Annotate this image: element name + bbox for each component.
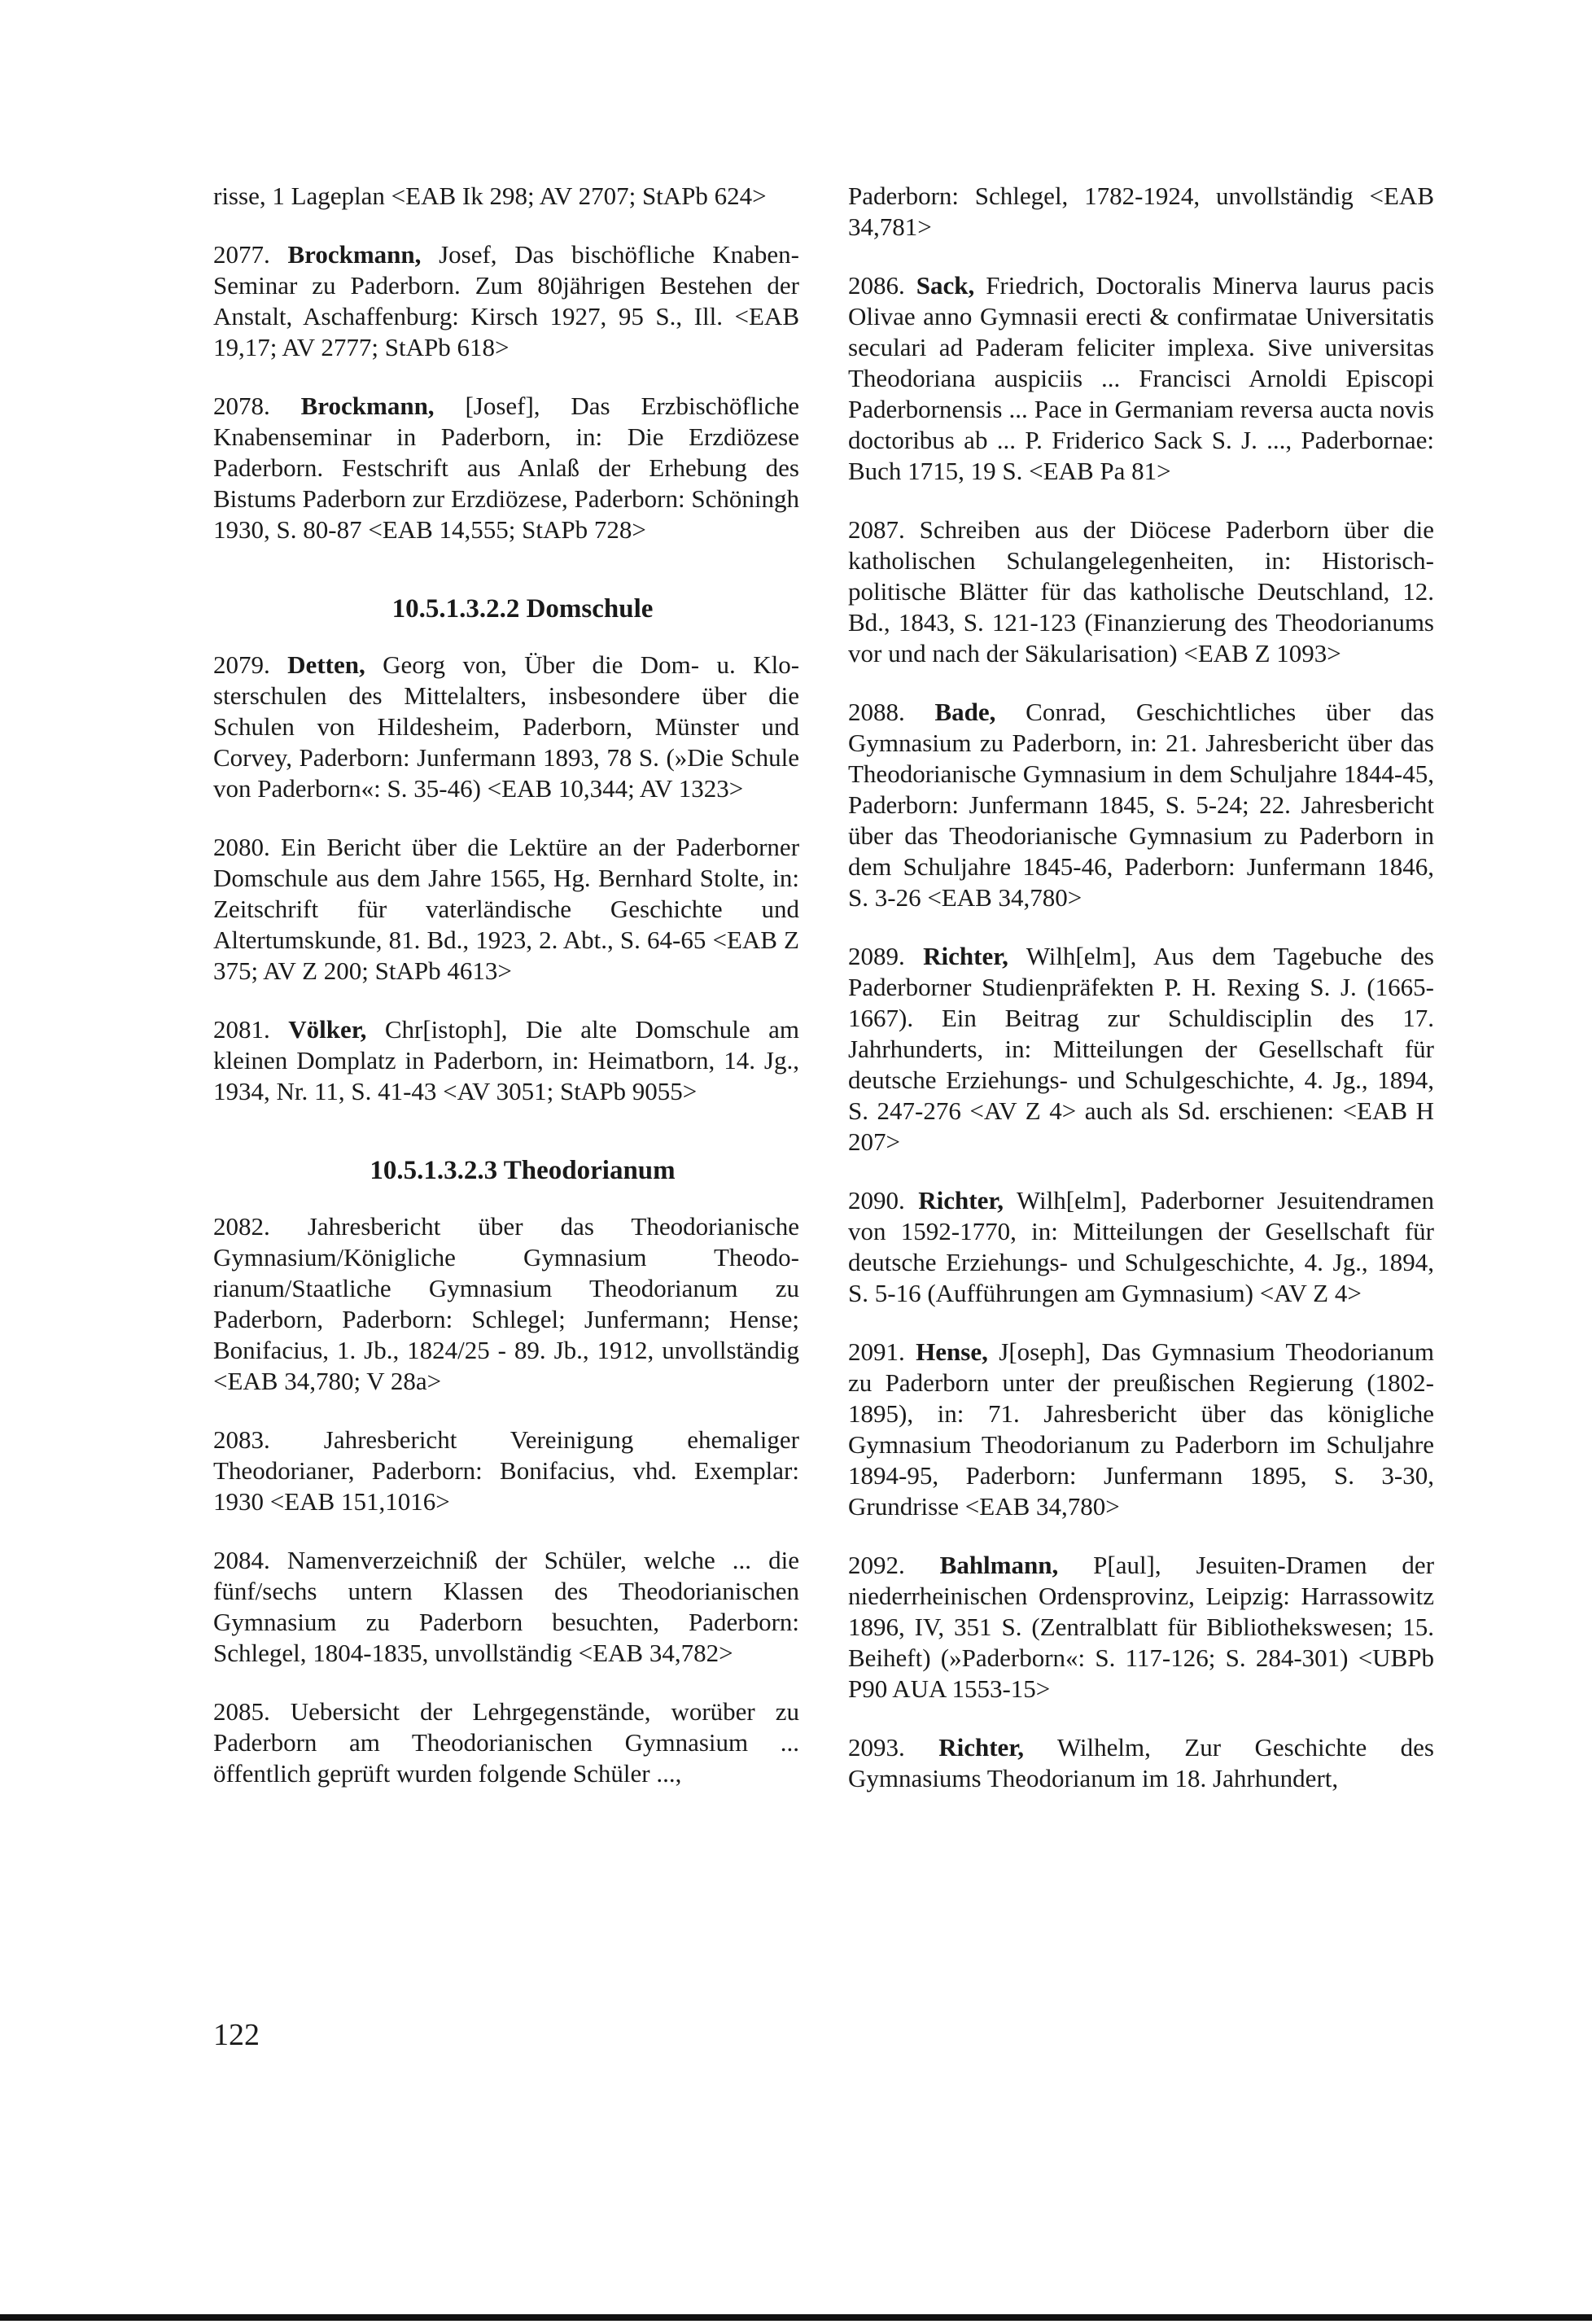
entry-author: Richter, [938, 1733, 1024, 1762]
entry-number: 2092. [848, 1551, 905, 1579]
entry-text: Conrad, Geschichtliches über das Gymnasium zu Paderborn, in: 21. Jahresbericht über das Theodorianische Gymnasium in dem Schuljahre 1844-45, Paderborn: Junfermann 1845, S. 5-24; 22. Jahresbericht über das Theodorianische Gymnasium zu Paderborn in dem Schuljahre 1845-46, Paderborn: Junfermann 1846, S. 3-26 <EAB 34,780> [848, 698, 1435, 912]
entry-number: 2078. [213, 392, 270, 420]
entry-text: Josef, Das bischöfliche Knaben-Seminar zu Paderborn. Zum 80jährigen Bestehen der Anstalt, Aschaffenburg: Kirsch 1927, 95 S., Ill. <EAB 19,17; AV 2777; StAPb 618> [213, 240, 800, 361]
entry-author: Hense, [916, 1337, 988, 1366]
entry-number: 2085. [213, 1697, 270, 1726]
bibliography-entry [213, 650, 799, 804]
bibliography-entry [848, 181, 1434, 243]
entry-author: Bade, [934, 698, 996, 726]
entry-author: Sack, [916, 271, 975, 300]
entry-text: Ein Bericht über die Lektüre an der Paderborner Domschule aus dem Jahre 1565, Hg. Bernhard Stolte, in: Zeitschrift für vaterländische Geschichte und Altertumskunde, 81. Bd., 1923, 2. Abt., S. 64-65 <EAB Z 375; AV Z 200; StAPb 4613> [213, 833, 800, 985]
entry-number: 2087. [848, 515, 905, 544]
entry-author: Richter, [918, 1186, 1004, 1215]
right-column [848, 181, 1434, 1822]
bibliography-entry [848, 941, 1434, 1158]
bibliography-entry [213, 391, 799, 545]
bibliography-entry [848, 1550, 1434, 1705]
entry-number: 2090. [848, 1186, 905, 1215]
bibliography-entry [848, 1185, 1434, 1309]
page-number: 122 [213, 2018, 260, 2052]
entry-author: Detten, [287, 650, 365, 679]
entry-number: 2093. [848, 1733, 905, 1762]
entry-text: Schreiben aus der Diöcese Paderborn über die katholischen Schulangelegenheiten, in: Historisch-politische Blätter für das katholische Deutschland, 12. Bd., 1843, S. 121-123 (Finanzierung des Theodorianums vor und nach der Säkularisation) <EAB Z 1093> [848, 515, 1435, 667]
entry-text: P[aul], Jesuiten-Dramen der niederrheinischen Ordensprovinz, Leipzig: Harrassowitz 1896, IV, 351 S. (Zentralblatt für Bibliothekswesen; 15. Beiheft) (»Paderborn«: S. 117-126; S. 284-301) <UBPb P90 AUA 1553-15> [848, 1551, 1435, 1703]
entry-number: 2083. [213, 1425, 270, 1454]
entry-number: 2091. [848, 1337, 905, 1366]
entry-text: Wilh[elm], Aus dem Tagebuche des Paderborner Studienpräfekten P. H. Rexing S. J. (1665-1667). Ein Beitrag zur Schuldisciplin des 17. Jahrhunderts, in: Mitteilungen der Gesellschaft für deutsche Erziehungs- und Schulgeschichte, 4. Jg., 1894, S. 247-276 <AV Z 4> auch als Sd. erschienen: <EAB H 207> [848, 942, 1434, 1156]
entry-text: J[oseph], Das Gymnasium Theodorianum zu Paderborn unter der preußischen Regierung (1802-1895), in: 71. Jahresbericht über das königliche Gymnasium Theodorianum zu Paderborn im Schuljahre 1894-95, Paderborn: Junfermann 1895, S. 3-30, Grundrisse <EAB 34,780> [848, 1337, 1435, 1521]
entry-number: 2081. [213, 1015, 270, 1044]
bottom-rule [0, 2314, 1592, 2321]
entry-number: 2082. [213, 1212, 270, 1241]
entry-number: 2077. [213, 240, 270, 269]
bibliography-entry [848, 1732, 1434, 1794]
entry-text: Friedrich, Doctoralis Minerva laurus pacis Olivae anno Gymnasii erecti & confirmatae Universitatis seculari ad Paderam feliciter implexa. Sive universitas Theodoriana auspiciis ... Francisci Arnoldi Episcopi Paderbornensis ... Pace in Germaniam reversa aucta novis doctoribus ab ... P. Friderico Sack S. J. ..., Paderbornae: Buch 1715, 19 S. <EAB Pa 81> [848, 271, 1435, 485]
entry-text: Wilh[elm], Paderborner Jesuitendramen von 1592-1770, in: Mitteilungen der Gesellschaft für deutsche Erziehungs- und Schulgeschichte, 4. Jg., 1894, S. 5-16 (Aufführungen am Gymnasium) <AV Z 4> [848, 1186, 1434, 1307]
section-heading: 10.5.1.3.2.3 Theodorianum [370, 1156, 676, 1185]
bibliography-entry [213, 181, 799, 212]
entry-author: Richter, [923, 942, 1008, 970]
entry-text: Georg von, Über die Dom- u. Klosterschulen des Mittelalters, insbesondere über die Schulen von Hildesheim, Paderborn, Münster und Corvey, Paderborn: Junfermann 1893, 78 S. (»Die Schule von Paderborn«: S. 35-46) <EAB 10,344; AV 1323> [213, 650, 800, 803]
entry-author: Bahlmann, [939, 1551, 1059, 1579]
bibliography-entry [213, 239, 799, 363]
entry-author: Brockmann, [287, 240, 422, 269]
bibliography-entry [213, 1696, 799, 1789]
entry-text: Wilhelm, Zur Geschichte des Gymnasiums Theodorianum im 18. Jahrhundert, [848, 1733, 1434, 1792]
entry-text: Chr[istoph], Die alte Domschule am kleinen Domplatz in Paderborn, in: Heimatborn, 14. Jg., 1934, Nr. 11, S. 41-43 <AV 3051; StAPb 9055> [213, 1015, 799, 1105]
entry-number: 2089. [848, 942, 905, 970]
section-heading: 10.5.1.3.2.2 Domschule [391, 594, 654, 624]
entry-number: 2086. [848, 271, 905, 300]
entry-text: Jahresbericht über das Theodorianische Gymnasium/Königliche Gymnasium Theodorianum/Staatliche Gymnasium Theodorianum zu Paderborn, Paderborn: Schlegel; Junfermann; Hense; Bonifacius, 1. Jb., 1824/25 - 89. Jb., 1912, unvollständig <EAB 34,780; V 28a> [213, 1212, 800, 1395]
bibliography-entry [213, 832, 799, 987]
bibliography-entry [848, 270, 1434, 487]
entry-text: Uebersicht der Lehrgegenstände, worüber zu Paderborn am Theodorianischen Gymnasium ... öffentlich geprüft wurden folgende Schüler ..., [213, 1697, 799, 1788]
entry-number: 2084. [213, 1546, 270, 1574]
entry-text: [Josef], Das Erzbischöfliche Knabenseminar in Paderborn, in: Die Erzdiözese Paderborn. Festschrift aus Anlaß der Erhebung des Bistums Paderborn zur Erzdiözese, Paderborn: Schöningh 1930, S. 80-87 <EAB 14,555; StAPb 728> [213, 392, 800, 544]
entry-number: 2080. [213, 833, 270, 861]
bibliography-entry [213, 1425, 799, 1517]
bibliography-entry [848, 1337, 1434, 1522]
entry-text: Namenverzeichniß der Schüler, welche ... die fünf/sechs untern Klassen des Theodorianischen Gymnasium zu Paderborn besuchten, Paderborn: Schlegel, 1804-1835, unvollständig <EAB 34,782> [213, 1546, 799, 1667]
entry-text: Jahresbericht Vereinigung ehemaliger Theodorianer, Paderborn: Bonifacius, vhd. Exemplar: 1930 <EAB 151,1016> [213, 1425, 799, 1516]
entry-number: 2088. [848, 698, 905, 726]
bibliography-entry [848, 697, 1434, 913]
entry-author: Völker, [288, 1015, 367, 1044]
left-column [213, 181, 799, 1817]
bibliography-entry [213, 1211, 799, 1397]
entry-number: 2079. [213, 650, 270, 679]
bibliography-entry [848, 514, 1434, 669]
entry-text: risse, 1 Lageplan <EAB Ik 298; AV 2707; StAPb 624> [213, 182, 767, 210]
bibliography-entry [213, 1545, 799, 1669]
bibliography-entry [213, 1014, 799, 1107]
entry-author: Brockmann, [300, 392, 435, 420]
entry-text: Paderborn: Schlegel, 1782-1924, unvollständig <EAB 34,781> [848, 182, 1434, 241]
